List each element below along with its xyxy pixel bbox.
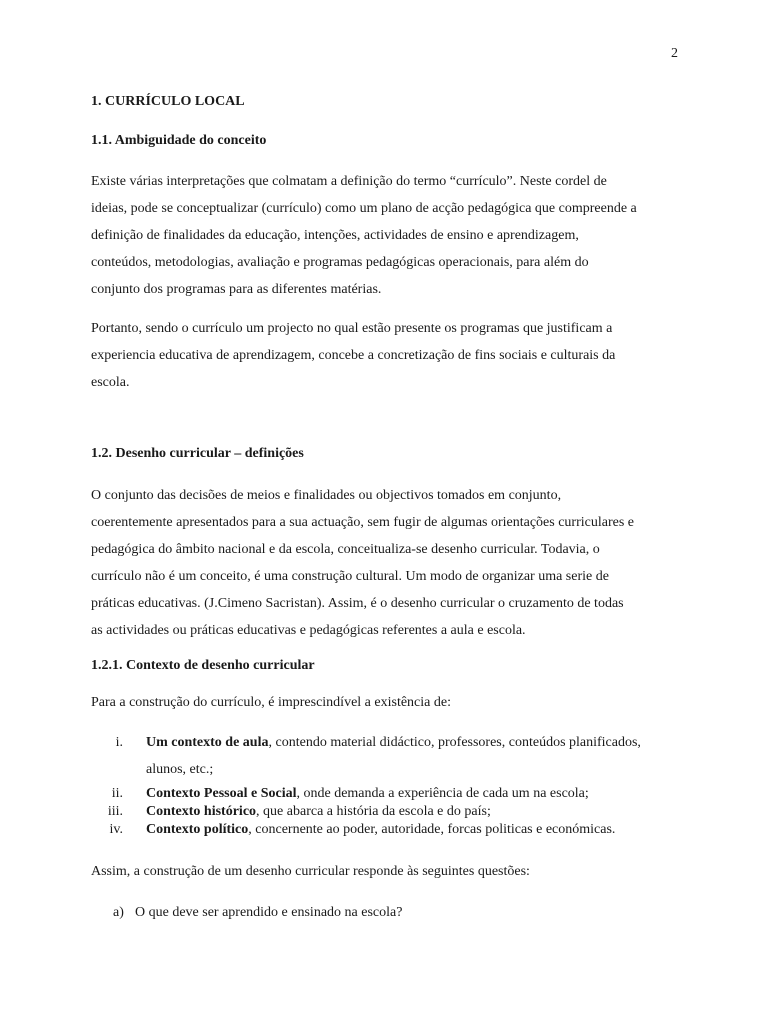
- list-item: [101, 821, 681, 839]
- list-item-text: , onde demanda a experiência de cada um na escola;: [296, 786, 589, 801]
- list-item-continuation: alunos, etc.;: [146, 762, 214, 777]
- list-item-text: , contendo material didáctico, professores, conteúdos planificados,: [268, 735, 641, 750]
- paragraph-5: Assim, a construção de um desenho curricular responde às seguintes questões:: [91, 864, 530, 879]
- page-number: 2: [671, 46, 678, 61]
- section-heading-1-1: 1.1. Ambiguidade do conceito: [91, 133, 267, 148]
- list-marker: a): [113, 905, 124, 920]
- list-item-bold-term: Contexto histórico: [146, 804, 257, 819]
- section-heading-1-2: 1.2. Desenho curricular – definições: [91, 446, 304, 461]
- list-marker: iv.: [109, 822, 123, 837]
- list-item: [101, 729, 681, 783]
- paragraph-line: conteúdos, metodologias, avaliação e programas pedagógicas operacionais, para além do: [91, 255, 589, 270]
- roman-numeral-list: [91, 729, 681, 839]
- paragraph-4: Para a construção do currículo, é imprescindível a existência de:: [91, 695, 451, 710]
- list-item-text: , concernente ao poder, autoridade, forcas politicas e económicas.: [248, 822, 616, 837]
- document-body: [91, 91, 681, 924]
- paragraph-line: currículo não é um conceito, é uma construção cultural. Um modo de organizar uma serie de: [91, 569, 609, 584]
- paragraph-line: experiencia educativa de aprendizagem, concebe a concretização de fins sociais e culturais da: [91, 348, 616, 363]
- list-marker: ii.: [111, 786, 123, 801]
- paragraph-line: pedagógica do âmbito nacional e da escola, conceitualiza-se desenho curricular. Todavia, o: [91, 542, 600, 557]
- list-item: [101, 785, 681, 803]
- list-item: [101, 803, 681, 821]
- list-item-bold-term: Contexto político: [146, 822, 249, 837]
- alpha-list-item: [91, 902, 681, 924]
- section-heading-1: 1. CURRÍCULO LOCAL: [91, 94, 245, 109]
- paragraph-line: O conjunto das decisões de meios e finalidades ou objectivos tomados em conjunto,: [91, 488, 562, 503]
- paragraph-line: as actividades ou práticas educativas e pedagógicas referentes a aula e escola.: [91, 623, 526, 638]
- paragraph-2: [91, 315, 681, 396]
- list-marker: i.: [115, 735, 123, 750]
- list-marker: iii.: [107, 804, 123, 819]
- list-item-bold-term: Um contexto de aula: [146, 735, 269, 750]
- list-item-bold-term: Contexto Pessoal e Social: [146, 786, 297, 801]
- paragraph-line: coerentemente apresentados para a sua actuação, sem fugir de algumas orientações curriculares e: [91, 515, 635, 530]
- paragraph-line: ideias, pode se conceptualizar (currículo) como um plano de acção pedagógica que compreende a: [91, 201, 637, 216]
- paragraph-line: conjunto dos programas para as diferentes matérias.: [91, 282, 382, 297]
- paragraph-line: práticas educativas. (J.Cimeno Sacristan). Assim, é o desenho curricular o cruzamento de todas: [91, 596, 624, 611]
- list-item-text: O que deve ser aprendido e ensinado na escola?: [135, 905, 403, 920]
- paragraph-line: Portanto, sendo o currículo um projecto no qual estão presente os programas que justificam a: [91, 321, 613, 336]
- section-heading-1-2-1: 1.2.1. Contexto de desenho curricular: [91, 658, 315, 673]
- paragraph-1: [91, 168, 681, 303]
- list-item-text: , que abarca a história da escola e do país;: [256, 804, 491, 819]
- paragraph-line: Existe várias interpretações que colmatam a definição do termo “currículo”. Neste cordel de: [91, 174, 607, 189]
- paragraph-line: escola.: [91, 375, 130, 390]
- paragraph-line: definição de finalidades da educação, intenções, actividades de ensino e aprendizagem,: [91, 228, 579, 243]
- paragraph-3: [91, 482, 681, 644]
